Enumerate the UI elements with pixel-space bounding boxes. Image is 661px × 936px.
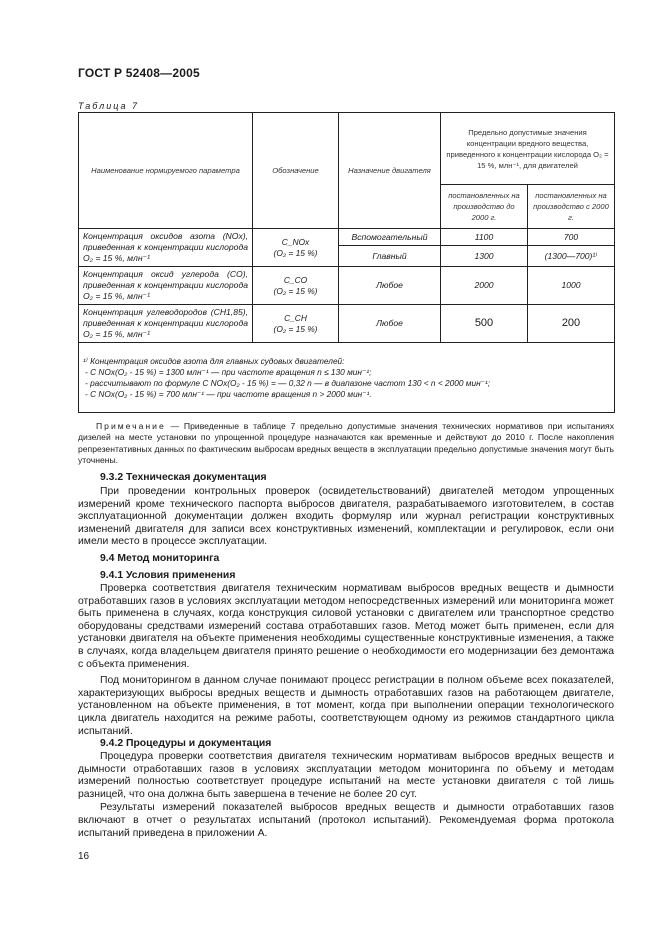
value-co-before: 2000 [441, 267, 528, 305]
page-number: 16 [78, 851, 90, 862]
col-header-limits: Предельно допустимые значения концентрации вредного вещества, приведенного к концентрации кислорода O₂ = 15 %, млн⁻¹, для двигателей [441, 113, 615, 185]
section-heading-9-4-2: 9.4.2 Процедуры и документация [100, 738, 272, 749]
purpose-any: Любое [339, 267, 441, 305]
value-co-after: 1000 [528, 267, 615, 305]
section-heading-9-4: 9.4 Метод мониторинга [100, 553, 220, 564]
col-header-after-2000: постановленных на производство с 2000 г. [528, 185, 615, 229]
table-row [79, 305, 615, 343]
purpose-main: Главный [339, 246, 441, 267]
note-text: — Приведенные в таблице 7 предельно допустимые значения технических нормативов при испытаниях дизелей на месте установки по упрощенной процедуре назначаются как временные и действуют до 2010 г. После накопления репрезентативных данных по фактическим выбросам вредных веществ в эксплуатации предельно допустимые значения могут быть уточнены. [78, 421, 614, 466]
value-nox-main-after: (1300—700)¹⁾ [528, 246, 615, 267]
table-row [79, 267, 615, 305]
value-nox-aux-before: 1100 [441, 229, 528, 246]
symbol-ch-condition: (O₂ = 15 %) [273, 323, 318, 334]
table-note [78, 421, 614, 467]
footnote-line-3: - C NOx(O₂ - 15 %) = 700 млн⁻¹ — при частоте вращения n > 2000 мин⁻¹. [85, 388, 372, 399]
section-9-4-2-body [78, 751, 614, 840]
symbol-nox [253, 229, 339, 267]
value-nox-aux-after: 700 [528, 229, 615, 246]
footnote-line-2: - рассчитывают по формуле C NOx(O₂ - 15 %) = — 0,32 n — в диапазоне частот 130 < n < 2000 мин⁻¹; [85, 377, 491, 388]
table-footnote-row [79, 343, 615, 413]
document-title: ГОСТ Р 52408—2005 [78, 66, 200, 80]
table-caption: Таблица 7 [78, 101, 140, 111]
param-nox: Концентрация оксидов азота (NOx), приведенная к концентрации кислорода O₂ = 15 %, млн⁻¹ [79, 229, 253, 267]
paragraph: При проведении контрольных проверок (освидетельствований) двигателей методом упрощенных измерений кроме технического паспорта выбросов двигателя, разрабатываемого изготовителем, в состав эксплуатационной документации должен входить формуляр или журнал регистрации конструктивных изменений двигателя для записи всех конструктивных изменений, комплектации и регулировок, если они имели место в процессе эксплуатации. [78, 486, 614, 548]
symbol-co-main: C_CO [283, 274, 308, 285]
purpose-any: Любое [339, 305, 441, 343]
table-footnote [79, 343, 615, 413]
section-9-4-1-body [78, 583, 614, 738]
section-heading-9-3-2: 9.3.2 Техническая документация [100, 472, 267, 483]
col-header-param: Наименование нормируемого параметра [79, 113, 253, 229]
col-header-purpose: Назначение двигателя [339, 113, 441, 229]
symbol-ch [253, 305, 339, 343]
param-ch: Концентрация углеводородов (CH1,85), приведенная к концентрации кислорода O₂ = 15 %, млн⁻¹ [79, 305, 253, 343]
table-row [79, 229, 615, 246]
purpose-auxiliary: Вспомогательный [339, 229, 441, 246]
section-heading-9-4-1: 9.4.1 Условия применения [100, 570, 236, 581]
footnote-title: ¹⁾ Концентрация оксидов азота для главных судовых двигателей: [83, 355, 345, 366]
paragraph: Результаты измерений показателей выбросов вредных веществ и дымности отработавших газов включают в отчет о результатах испытаний (протокол испытаний). Рекомендуемая форма протокола испытаний приведена в приложении А. [78, 802, 614, 839]
table-header-row [79, 113, 615, 185]
paragraph: Под мониторингом в данном случае понимают процесс регистрации в полном объеме всех показателей, характеризующих выбросы вредных веществ и дымность отработавших газов на работающем двигателе, установленном на объекте применения, в тот момент, когда при выполнении операции технологического цикла двигатель находится на режиме работы, соответствующем одному из режимов стандартного цикла испытаний. [78, 675, 614, 737]
col-header-before-2000: постановленных на производство до 2000 г. [441, 185, 528, 229]
footnote-line-1: - C NOx(O₂ - 15 %) = 1300 млн⁻¹ — при частоте вращения n ≤ 130 мин⁻¹; [85, 366, 372, 377]
paragraph: Процедура проверки соответствия двигателя техническим нормативам выбросов вредных веществ и дымности отработавших газов в условиях эксплуатации методом мониторинга по объему и методам измерений полностью соответствует процедуре испытаний на месте установки двигателя с той лишь разницей, что она должна быть завершена в течение не более 20 сут. [78, 751, 614, 800]
value-nox-main-before: 1300 [441, 246, 528, 267]
param-co: Концентрация оксид углерода (CO), приведенная к концентрации кислорода O₂ = 15 %, млн⁻¹ [79, 267, 253, 305]
note-label: Примечание [96, 421, 166, 431]
section-9-3-2-body [78, 486, 614, 549]
value-ch-before: 500 [441, 305, 528, 343]
symbol-nox-main: C_NOx [281, 236, 310, 247]
symbol-co-condition: (O₂ = 15 %) [273, 285, 318, 296]
col-header-symbol: Обозначение [253, 113, 339, 229]
value-ch-after: 200 [528, 305, 615, 343]
limits-table [78, 112, 615, 413]
symbol-co [253, 267, 339, 305]
paragraph: Проверка соответствия двигателя техническим нормативам выбросов вредных веществ и дымности отработавших газов в условиях эксплуатации методом непосредственных измерений или мониторинга может быть применена в случаях, когда конструкция силовой установки с двигателем или транспортное средство оборудованы средствами измерений состава отработавших газов. Метод может быть применен, если для установки двигателя на объекте применения необходимы существенные конструктивные изменения, а также в случаях, когда владельцем двигателя принято решение о необходимости его модернизации без демонтажа с объекта применения. [78, 583, 614, 670]
symbol-nox-condition: (O₂ = 15 %) [273, 247, 318, 258]
symbol-ch-main: C_CH [284, 312, 307, 323]
